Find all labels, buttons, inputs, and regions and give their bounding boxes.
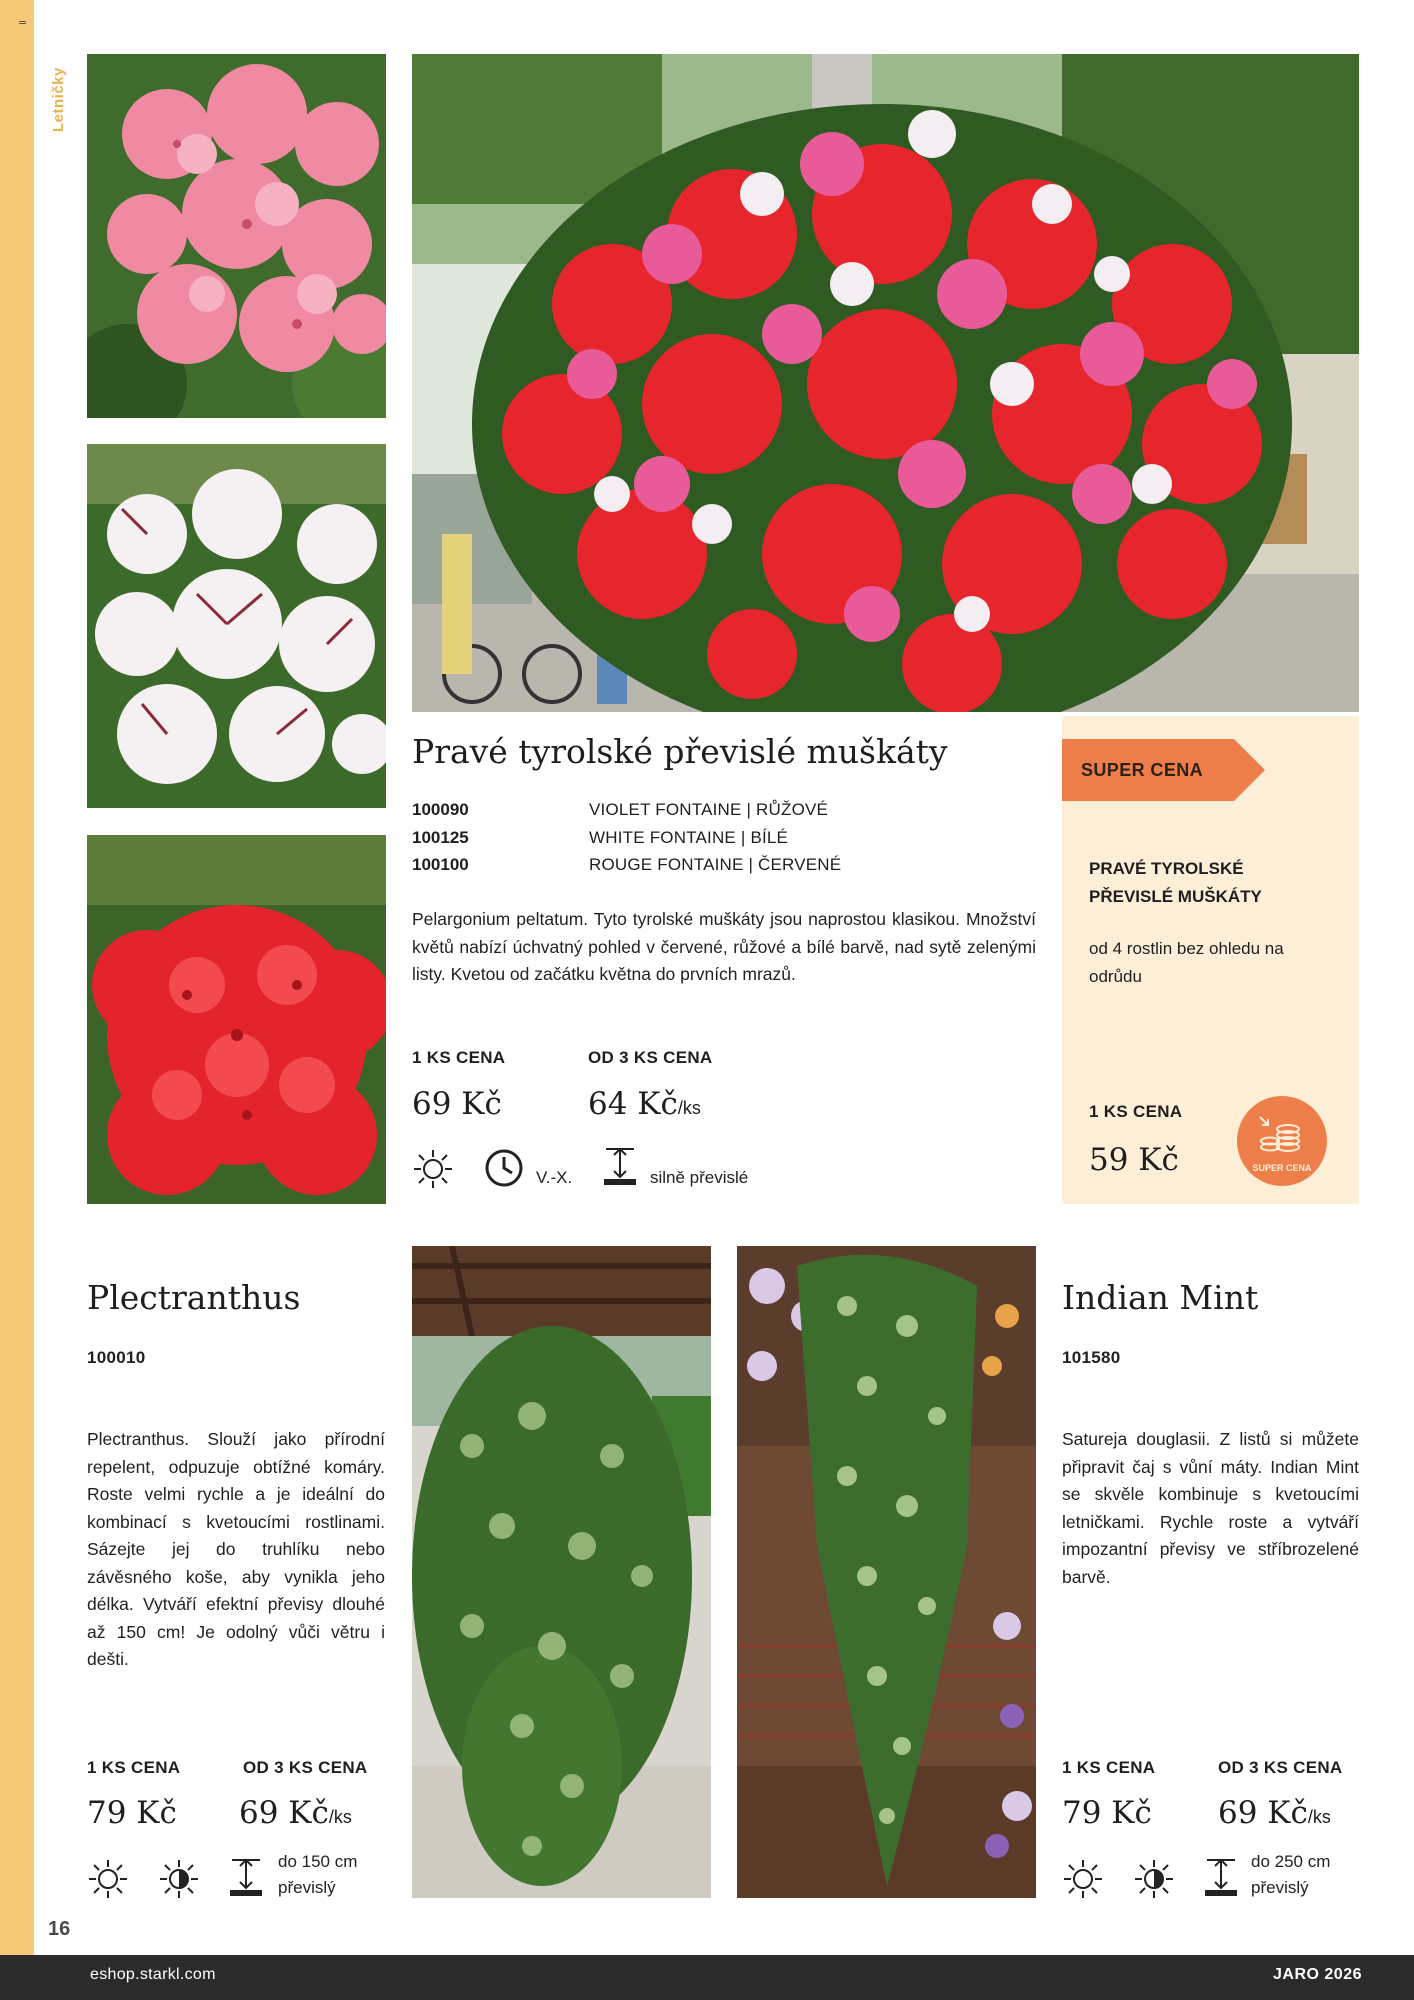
photo-white-geranium	[87, 444, 386, 808]
sun-icon	[1062, 1858, 1104, 1900]
photo-hanging-basket	[412, 54, 1359, 712]
variant-name: WHITE FONTAINE | BÍLÉ	[589, 828, 789, 847]
price-multi	[588, 1086, 701, 1122]
indian-mint-description: Satureja douglasii. Z listů si můžete připravit čaj s vůní máty. Indian Mint se skvěle kombinuje s kvetoucími letničkami. Rychle roste a vytváří impozantní převisy ve stříbrozelené barvě.	[1062, 1429, 1359, 1587]
indian-mint-habit: převislý	[1251, 1878, 1309, 1897]
photo-pink-geranium	[87, 54, 386, 418]
plectranthus-length: do 150 cm	[278, 1852, 358, 1871]
hanging-length-icon	[602, 1147, 638, 1187]
product-description: Pelargonium peltatum. Tyto tyrolské muškáty jsou naprostou klasikou. Množství květů nabízí úchvatný pohled v červené, růžové a bílé barvě, nad sytě zelenými listy. Kvetou od začátku května do prvních mrazů.	[412, 909, 1036, 984]
price-multi-label: OD 3 KS CENA	[588, 1048, 713, 1067]
plectranthus-price-multi-label: OD 3 KS CENA	[243, 1758, 368, 1777]
plectranthus-code: 100010	[87, 1348, 146, 1367]
page-number: 16	[48, 1918, 71, 1940]
price-single: 69 Kč	[412, 1086, 502, 1122]
variant-code: 100090	[412, 800, 469, 819]
price-single-label: 1 KS CENA	[412, 1048, 506, 1067]
promo-price-label: 1 KS CENA	[1089, 1102, 1183, 1121]
plectranthus-description: Plectranthus. Slouží jako přírodní repelent, odpuzuje obtížné komáry. Roste velmi rychle a je ideální do kombinací s kvetoucími rostlinami. Sázejte jej do truhlíku nebo závěsného koše, aby vynikla jeho délka. Vytváří efektní převisy dlouhé až 150 cm! Je odolný vůči větru i dešti.	[87, 1429, 385, 1669]
promo-note: od 4 rostlin bez ohledu na odrůdu	[1089, 939, 1284, 986]
half-shade-icon	[158, 1858, 200, 1900]
bloom-period: V.-X.	[536, 1168, 573, 1187]
price-unit: /ks	[677, 1098, 701, 1118]
promo-tag-label: SUPER CENA	[1081, 760, 1204, 780]
variant-name: VIOLET FONTAINE | RŮŽOVÉ	[589, 800, 829, 819]
plectranthus-title: Plectranthus	[87, 1278, 301, 1317]
section-label: Letničky	[50, 67, 67, 132]
variant-code: 100125	[412, 828, 469, 847]
variant-code: 100100	[412, 855, 469, 874]
indian-mint-price-single-label: 1 KS CENA	[1062, 1758, 1156, 1777]
sun-icon	[412, 1148, 454, 1190]
price-multi-value: 69 Kč	[1218, 1795, 1308, 1831]
indian-mint-length: do 250 cm	[1251, 1852, 1331, 1871]
price-multi-value: 64 Kč	[588, 1086, 678, 1122]
sun-icon	[87, 1858, 129, 1900]
photo-plectranthus	[412, 1246, 711, 1898]
habit-label: silně převislé	[650, 1168, 749, 1187]
hanging-length-icon	[1203, 1858, 1239, 1898]
badge-label: SUPER CENA	[1252, 1163, 1312, 1173]
footer-season: JARO 2026	[1273, 1966, 1362, 1983]
promo-title: PRAVÉ TYROLSKÉ PŘEVISLÉ MUŠKÁTY	[1089, 859, 1262, 906]
promo-price: 59 Kč	[1089, 1142, 1179, 1178]
hanging-length-icon	[228, 1858, 264, 1898]
half-shade-icon	[1133, 1858, 1175, 1900]
indian-mint-price-multi	[1218, 1795, 1331, 1831]
plectranthus-price-single: 79 Kč	[87, 1795, 177, 1831]
indian-mint-title: Indian Mint	[1062, 1278, 1259, 1317]
price-unit: /ks	[328, 1807, 352, 1827]
plectranthus-price-multi	[239, 1795, 352, 1831]
plectranthus-habit: převislý	[278, 1878, 336, 1897]
super-price-badge	[1236, 1095, 1328, 1187]
product-title: Pravé tyrolské převislé muškáty	[412, 732, 948, 771]
footer-url[interactable]: eshop.starkl.com	[90, 1966, 216, 1983]
indian-mint-code: 101580	[1062, 1348, 1121, 1367]
photo-indian-mint	[737, 1246, 1036, 1898]
indian-mint-price-single: 79 Kč	[1062, 1795, 1152, 1831]
clock-icon	[482, 1146, 526, 1190]
side-stripe	[0, 0, 34, 1955]
indian-mint-price-multi-label: OD 3 KS CENA	[1218, 1758, 1343, 1777]
variant-name: ROUGE FONTAINE | ČERVENÉ	[589, 855, 842, 874]
price-multi-value: 69 Kč	[239, 1795, 329, 1831]
photo-red-geranium	[87, 835, 386, 1204]
plectranthus-price-single-label: 1 KS CENA	[87, 1758, 181, 1777]
side-mark: =	[18, 16, 28, 29]
price-unit: /ks	[1307, 1807, 1331, 1827]
